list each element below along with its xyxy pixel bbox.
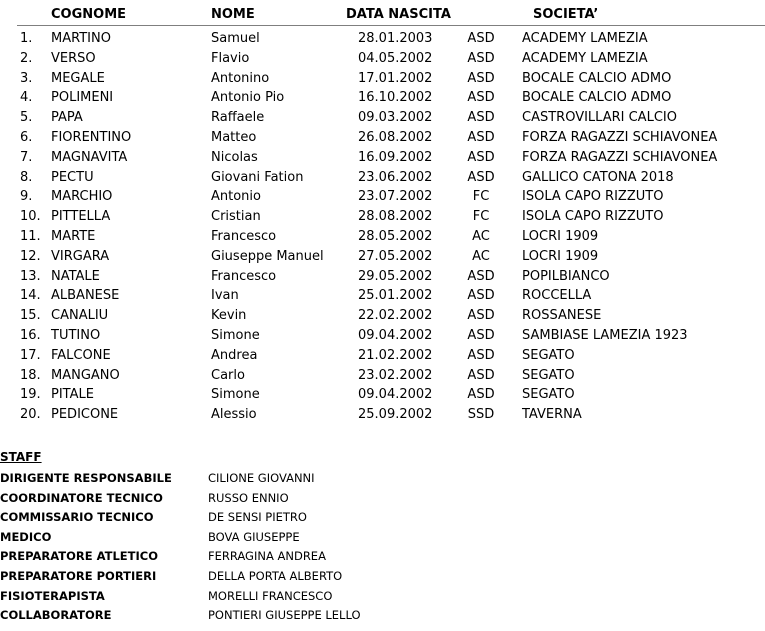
header-name: NOME (211, 7, 255, 22)
player-row (0, 71, 765, 91)
player-name: Ivan (211, 288, 239, 304)
player-number: 9. (20, 189, 33, 205)
staff-row (0, 471, 765, 490)
player-name: Raffaele (211, 110, 265, 126)
club-type: AC (472, 248, 490, 264)
player-name: Antonino (211, 70, 270, 86)
staff-role: COLLABORATORE (0, 608, 112, 623)
player-surname: PITALE (51, 387, 94, 403)
club-type: ASD (467, 149, 495, 165)
player-name: Carlo (211, 367, 245, 383)
player-number: 17. (20, 347, 41, 363)
player-birth-date: 09.03.2002 (358, 110, 433, 126)
staff-person: RUSSO ENNIO (208, 490, 289, 505)
player-birth-date: 16.10.2002 (358, 90, 433, 106)
player-club: ACADEMY LAMEZIA (522, 50, 648, 66)
staff-row (0, 510, 765, 529)
player-birth-date: 09.04.2002 (358, 387, 433, 403)
player-number: 16. (20, 328, 41, 343)
player-surname: CANALIU (51, 308, 109, 324)
player-club: ROCCELLA (522, 288, 592, 304)
staff-person: DELLA PORTA ALBERTO (208, 569, 343, 583)
player-surname: PEDICONE (51, 407, 119, 423)
player-surname: MARCHIO (51, 189, 113, 205)
player-number: 12. (20, 248, 41, 264)
staff-title: STAFF (0, 450, 42, 464)
player-name: Simone (211, 387, 260, 403)
player-row (0, 387, 765, 407)
staff-person: PONTIERI GIUSEPPE LELLO (208, 608, 361, 623)
player-name: Francesco (211, 268, 277, 284)
staff-role: COORDINATORE TECNICO (0, 490, 163, 505)
club-type: ASD (467, 130, 495, 145)
player-surname: MANGANO (51, 367, 120, 383)
player-row (0, 348, 765, 368)
player-number: 5. (20, 110, 33, 126)
player-number: 15. (20, 308, 41, 324)
player-number: 6. (20, 130, 33, 145)
player-name: Giuseppe Manuel (211, 248, 324, 264)
player-birth-date: 26.08.2002 (358, 130, 433, 145)
player-number: 19. (20, 387, 41, 403)
player-birth-date: 17.01.2002 (358, 70, 433, 86)
player-row (0, 269, 765, 289)
player-number: 1. (20, 31, 33, 46)
player-row (0, 110, 765, 130)
player-row (0, 407, 765, 427)
staff-row (0, 569, 765, 588)
player-birth-date: 23.06.2002 (358, 169, 433, 185)
player-club: TAVERNA (522, 407, 582, 423)
player-surname: VIRGARA (51, 248, 110, 264)
player-surname: MAGNAVITA (51, 149, 128, 165)
player-club: CASTROVILLARI CALCIO (522, 110, 677, 126)
player-name: Matteo (211, 130, 257, 145)
player-number: 18. (20, 367, 41, 383)
player-birth-date: 21.02.2002 (358, 347, 433, 363)
player-number: 8. (20, 169, 33, 185)
player-surname: MARTINO (51, 31, 111, 46)
player-row (0, 90, 765, 110)
player-club: SEGATO (522, 387, 575, 403)
player-birth-date: 23.02.2002 (358, 367, 433, 383)
player-row (0, 229, 765, 249)
club-type: ASD (467, 328, 495, 343)
player-name: Francesco (211, 229, 277, 244)
header-surname: COGNOME (51, 7, 127, 22)
player-row (0, 249, 765, 269)
staff-row (0, 608, 765, 627)
player-club: POPILBIANCO (522, 268, 610, 284)
player-number: 7. (20, 149, 33, 165)
player-name: Flavio (211, 50, 250, 66)
player-surname: FALCONE (51, 347, 111, 363)
club-type: ASD (467, 387, 495, 403)
player-club: ISOLA CAPO RIZZUTO (522, 189, 664, 205)
player-club: ROSSANESE (522, 308, 602, 324)
staff-role: COMMISSARIO TECNICO (0, 510, 154, 525)
player-surname: PAPA (51, 110, 83, 126)
player-number: 2. (20, 50, 33, 66)
club-type: ASD (467, 169, 495, 185)
player-surname: NATALE (51, 268, 100, 284)
player-surname: FIORENTINO (51, 130, 132, 145)
player-name: Samuel (211, 31, 260, 46)
header-divider (17, 25, 765, 26)
player-surname: ALBANESE (51, 288, 120, 304)
player-name: Giovani Fation (211, 169, 304, 185)
player-name: Antonio (211, 189, 261, 205)
header-club: SOCIETA’ (533, 7, 599, 22)
club-type: ASD (467, 110, 495, 126)
player-birth-date: 25.09.2002 (358, 407, 433, 423)
staff-row (0, 549, 765, 568)
player-row (0, 51, 765, 71)
club-type: FC (472, 209, 490, 225)
player-name: Cristian (211, 209, 261, 225)
player-birth-date: 27.05.2002 (358, 248, 433, 264)
club-type: ASD (467, 50, 495, 66)
player-birth-date: 09.04.2002 (358, 328, 433, 343)
player-club: LOCRI 1909 (522, 229, 599, 244)
player-row (0, 209, 765, 229)
player-club: SEGATO (522, 367, 575, 383)
staff-person: MORELLI FRANCESCO (208, 588, 333, 603)
staff-role: MEDICO (0, 529, 52, 544)
club-type: ASD (467, 367, 495, 383)
player-row (0, 288, 765, 308)
staff-role: PREPARATORE PORTIERI (0, 569, 157, 583)
club-type: AC (472, 229, 490, 244)
player-row (0, 189, 765, 209)
player-number: 4. (20, 90, 33, 106)
player-club: ISOLA CAPO RIZZUTO (522, 209, 664, 225)
staff-person: FERRAGINA ANDREA (208, 549, 326, 564)
player-birth-date: 25.01.2002 (358, 288, 433, 304)
player-row (0, 170, 765, 190)
player-birth-date: 16.09.2002 (358, 149, 433, 165)
player-birth-date: 28.01.2003 (358, 31, 433, 46)
player-birth-date: 04.05.2002 (358, 50, 433, 66)
player-name: Simone (211, 328, 260, 343)
player-row (0, 31, 765, 51)
player-birth-date: 22.02.2002 (358, 308, 433, 324)
player-number: 14. (20, 288, 41, 304)
player-club: ACADEMY LAMEZIA (522, 31, 648, 46)
staff-row (0, 530, 765, 549)
player-birth-date: 28.05.2002 (358, 229, 433, 244)
club-type: ASD (467, 308, 495, 324)
player-row (0, 130, 765, 150)
player-birth-date: 28.08.2002 (358, 209, 433, 225)
player-number: 10. (20, 209, 41, 225)
club-type: SSD (467, 407, 495, 423)
player-birth-date: 29.05.2002 (358, 268, 433, 284)
player-number: 3. (20, 70, 33, 86)
player-club: GALLICO CATONA 2018 (522, 169, 674, 185)
staff-row (0, 589, 765, 608)
player-club: BOCALE CALCIO ADMO (522, 70, 672, 86)
player-club: FORZA RAGAZZI SCHIAVONEA (522, 149, 718, 165)
club-type: ASD (467, 70, 495, 86)
player-name: Alessio (211, 407, 257, 423)
club-type: ASD (467, 268, 495, 284)
player-surname: VERSO (51, 50, 96, 66)
player-club: LOCRI 1909 (522, 248, 599, 264)
player-number: 20. (20, 407, 41, 423)
player-surname: MARTE (51, 229, 96, 244)
staff-person: BOVA GIUSEPPE (208, 529, 300, 544)
player-club: SEGATO (522, 347, 575, 363)
player-surname: TUTINO (51, 328, 101, 343)
staff-person: CILIONE GIOVANNI (208, 471, 315, 485)
header-birth-date: DATA NASCITA (346, 7, 451, 22)
player-club: FORZA RAGAZZI SCHIAVONEA (522, 130, 718, 145)
player-birth-date: 23.07.2002 (358, 189, 433, 205)
player-surname: PECTU (51, 169, 94, 185)
player-number: 11. (20, 229, 41, 244)
player-surname: POLIMENI (51, 90, 114, 106)
player-surname: PITTELLA (51, 209, 111, 225)
club-type: ASD (467, 31, 495, 46)
player-row (0, 328, 765, 348)
player-name: Kevin (211, 308, 247, 324)
player-number: 13. (20, 268, 41, 284)
club-type: FC (472, 189, 490, 205)
staff-person: DE SENSI PIETRO (208, 510, 307, 525)
club-type: ASD (467, 347, 495, 363)
player-club: BOCALE CALCIO ADMO (522, 90, 672, 106)
player-row (0, 150, 765, 170)
player-name: Nicolas (211, 149, 258, 165)
club-type: ASD (467, 90, 495, 106)
club-type: ASD (467, 288, 495, 304)
player-name: Antonio Pio (211, 90, 285, 106)
staff-row (0, 491, 765, 510)
player-name: Andrea (211, 347, 258, 363)
staff-role: FISIOTERAPISTA (0, 588, 105, 603)
staff-role: PREPARATORE ATLETICO (0, 549, 158, 564)
staff-role: DIRIGENTE RESPONSABILE (0, 471, 172, 485)
player-row (0, 308, 765, 328)
player-club: SAMBIASE LAMEZIA 1923 (522, 328, 688, 343)
player-row (0, 368, 765, 388)
player-surname: MEGALE (51, 70, 105, 86)
